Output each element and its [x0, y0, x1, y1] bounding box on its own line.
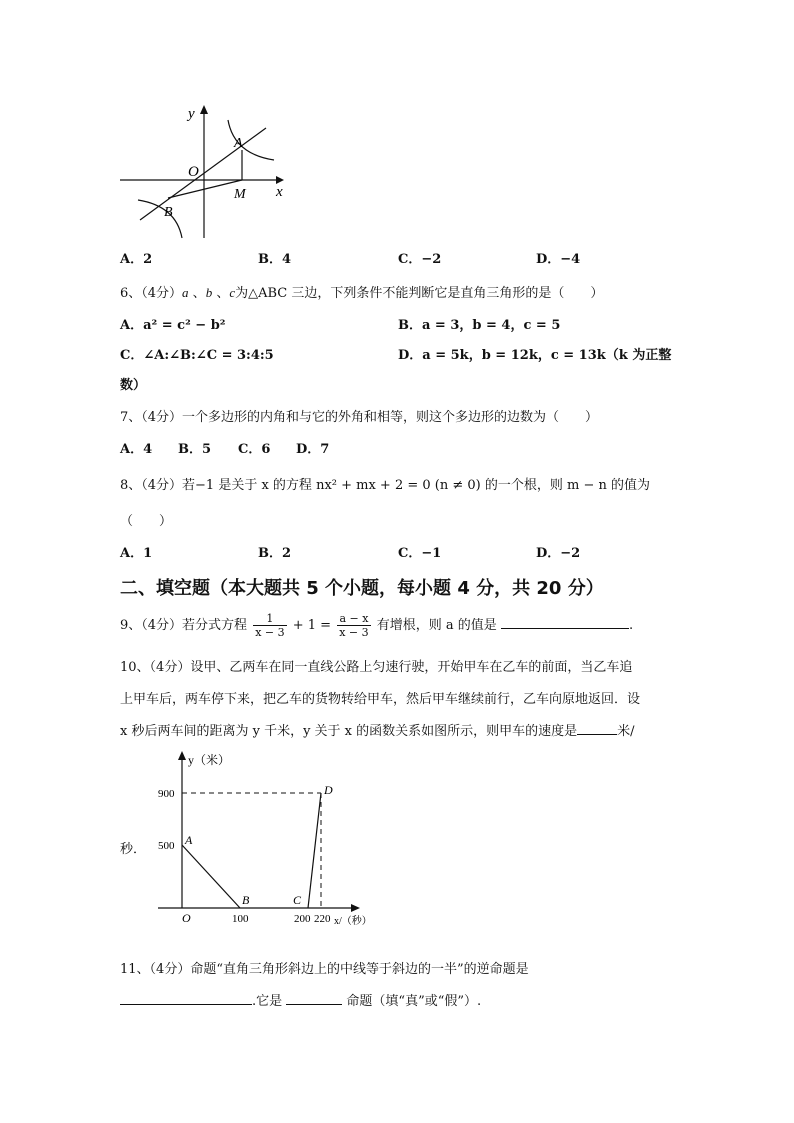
q5-choice-d[interactable]: D．−4: [536, 252, 581, 267]
q11-line-2: [120, 990, 481, 1009]
q9-prefix: 9、（4分）若分式方程: [120, 618, 248, 633]
q11-end: 命题（填“真”或“假”）.: [346, 994, 482, 1009]
q5-choice-b[interactable]: B．4: [258, 252, 292, 267]
q7-choice-a[interactable]: A．4: [120, 442, 153, 457]
q11-mid: .它是: [252, 994, 283, 1009]
q8-stem: 8、（4分）若−1 是关于 x 的方程 nx² + mx + 2 = 0 (n ≠ 0) 的一个根，则 m − n 的值为: [120, 478, 650, 493]
q9-frac2-num: a − x: [337, 612, 370, 626]
q9-end: .: [628, 618, 634, 633]
section-2-title: 二、填空题（本大题共 5 个小题，每小题 4 分，共 20 分）: [120, 578, 604, 599]
q9-mid: + 1 =: [292, 618, 332, 633]
fig2-point-C: C: [293, 893, 302, 907]
q8-choice-d[interactable]: D．−2: [536, 546, 581, 561]
fig2-xtick-220: 220: [314, 913, 331, 925]
q5-choice-a[interactable]: A．2: [120, 252, 153, 267]
q7-choice-b[interactable]: B．5: [178, 442, 212, 457]
q9-line: [120, 612, 633, 639]
q8-choice-a[interactable]: A．1: [120, 546, 153, 561]
label-O: O: [188, 164, 199, 180]
q9-frac1-den: x − 3: [255, 626, 285, 639]
q8-choice-c[interactable]: C．−1: [398, 546, 442, 561]
q11-converse-blank[interactable]: [120, 992, 252, 1005]
y-axis-arrow: [200, 105, 208, 114]
fig2-origin: O: [182, 911, 191, 925]
fig2-point-B: B: [242, 893, 250, 907]
fig2-x-axis-arrow: [351, 904, 360, 912]
line-through-origin: [140, 128, 266, 220]
fig2-ytick-900: 900: [158, 788, 175, 800]
q10-line-3-text: x 秒后两车间的距离为 y 千米，y 关于 x 的函数关系如图所示，则甲车的速度是: [120, 724, 578, 739]
q6-choice-c[interactable]: C．∠A:∠B:∠C = 3:4:5: [120, 348, 274, 363]
q6-choice-d[interactable]: D．a = 5k，b = 12k，c = 13k（k 为正整: [398, 348, 672, 363]
fig2-ylabel: y（米）: [188, 753, 231, 767]
q8-choice-b[interactable]: B．2: [258, 546, 292, 561]
q7-choice-c[interactable]: C．6: [238, 442, 271, 457]
fig2-point-A: A: [185, 833, 193, 847]
q6-choice-b[interactable]: B．a = 3，b = 4，c = 5: [398, 318, 561, 333]
q10-answer-blank[interactable]: [577, 722, 617, 735]
q7-stem: 7、（4分）一个多边形的内角和与它的外角和相等，则这个多边形的边数为（ ）: [120, 410, 599, 425]
label-A: A: [234, 136, 243, 151]
q6-var-a: a: [182, 285, 189, 300]
q10-line-3-end: 米/: [617, 724, 635, 739]
q10-line-3: [120, 720, 635, 739]
label-M: M: [234, 187, 246, 202]
q6-number: 6、（4分）: [120, 286, 183, 301]
q7-choice-d[interactable]: D．7: [296, 442, 330, 457]
fig2-point-D: D: [324, 783, 333, 797]
q5-choice-c[interactable]: C．−2: [398, 252, 442, 267]
label-x: x: [276, 184, 283, 200]
q10-line-1: 10、（4分）设甲、乙两车在同一直线公路上匀速行驶，开始甲车在乙车的前面，当乙车追: [120, 660, 633, 675]
q9-answer-blank[interactable]: [501, 616, 629, 629]
fig2-segment-CD: [308, 793, 321, 908]
q11-line-1: 11、（4分）命题“直角三角形斜边上的中线等于斜边的一半”的逆命题是: [120, 962, 529, 977]
q10-line-2: 上甲车后，两车停下来，把乙车的货物转给甲车，然后甲车继续前行，乙车向原地返回．设: [120, 692, 641, 707]
q6-var-c: c: [229, 285, 236, 300]
q6-stem-line: 6、（4分）a 、b 、c为△ABC 三边，下列条件不能判断它是直角三角形的是（ ）: [120, 285, 604, 301]
q10-line-4: 秒．: [120, 842, 147, 857]
q9-fraction-1: [253, 612, 286, 639]
q6-var-b: b: [205, 285, 213, 300]
q6-choice-d-cont: 数）: [120, 378, 147, 393]
q9-fraction-2: [337, 612, 370, 639]
fig2-y-axis-arrow: [178, 751, 186, 760]
segment-BM: [168, 180, 242, 198]
figure-distance-time: [150, 748, 390, 928]
q11-truth-blank[interactable]: [286, 992, 342, 1005]
q9-frac2-den: x − 3: [339, 626, 369, 639]
q8-answer-paren: （ ）: [120, 514, 173, 529]
fig2-segment-AB: [182, 845, 240, 908]
fig2-xtick-200: 200: [294, 913, 311, 925]
label-y: y: [188, 106, 195, 122]
q9-frac1-num: 1: [253, 612, 286, 626]
x-axis-arrow: [276, 176, 284, 184]
fig2-xlabel: x/（秒）: [334, 916, 372, 927]
figure-hyperbola: [118, 100, 293, 240]
q6-choice-a[interactable]: A．a² = c² − b²: [120, 318, 226, 333]
q6-stem: 为△ABC 三边，下列条件不能判断它是直角三角形的是（ ）: [235, 286, 604, 301]
fig2-ytick-500: 500: [158, 840, 175, 852]
label-B: B: [164, 205, 173, 220]
fig2-xtick-100: 100: [232, 913, 249, 925]
q9-suffix: 有增根，则 a 的值是: [376, 618, 497, 633]
